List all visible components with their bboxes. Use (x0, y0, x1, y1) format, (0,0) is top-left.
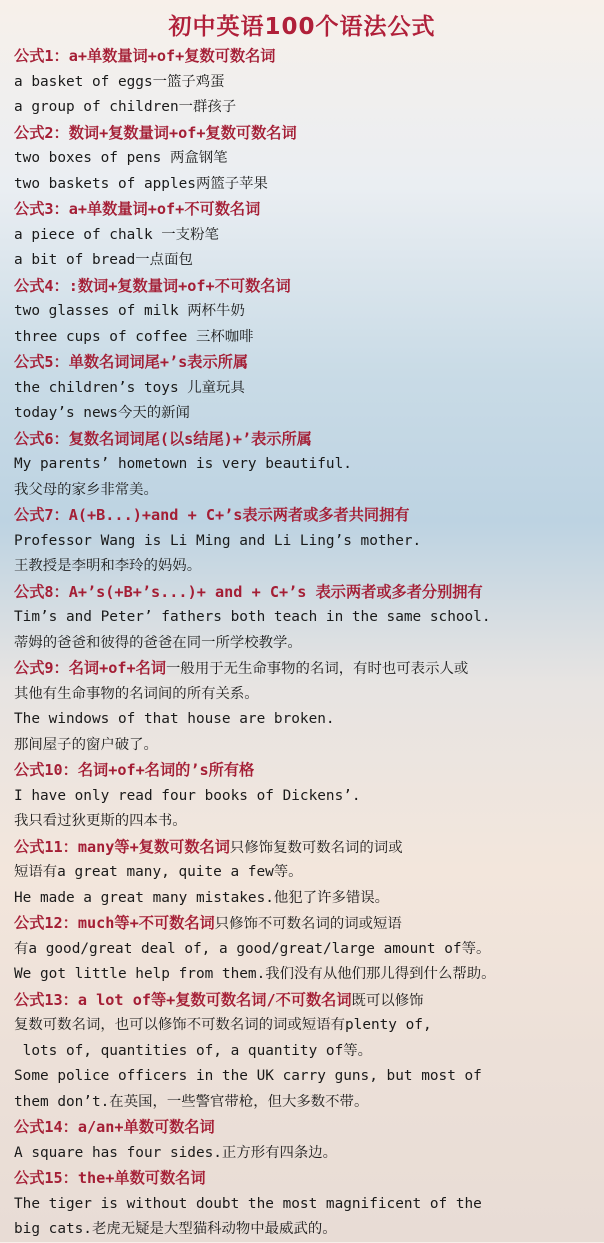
example-line: Tim’s and Peter’ fathers both teach in the same school. (14, 609, 491, 625)
formula-description: 一般用于无生命事物的名词，有时也可表示人或 (166, 661, 469, 677)
formula-heading: 公式13：a lot of等+复数可数名词/不可数名词 (14, 990, 352, 1009)
formula-heading: 公式14：a/an+单数可数名词 (14, 1118, 215, 1136)
example-line: the children’s toys 儿童玩具 (14, 379, 245, 396)
example-line: 复数可数名词，也可以修饰不可数名词的词或短语有plenty of, (14, 1017, 432, 1033)
example-line: 有a good/great deal of, a good/great/large amount of等。 (14, 940, 491, 957)
formula-heading: 公式3：a+单数量词+of+不可数名词 (14, 200, 261, 218)
example-line: a basket of eggs一篮子鸡蛋 (14, 73, 225, 90)
example-line: 那间屋子的窗户破了。 (14, 736, 158, 753)
example-line: 我只看过狄更斯的四本书。 (14, 813, 187, 829)
formula-heading: 公式6：复数名词词尾(以s结尾)+’表示所属 (14, 429, 312, 448)
example-line: two boxes of pens 两盒钢笔 (14, 150, 228, 166)
formula-list (14, 44, 600, 1243)
formula-heading: 公式12：much等+不可数名词 (14, 914, 215, 932)
example-line: 短语有a great many, quite a few等。 (14, 864, 303, 880)
example-line: My parents’ hometown is very beautiful. (14, 456, 352, 472)
formula-heading: 公式2：数词+复数量词+of+复数可数名词 (14, 123, 297, 142)
example-line: The tiger is without doubt the most magnificent of the (14, 1195, 482, 1212)
example-line: 蒂姆的爸爸和彼得的爸爸在同一所学校教学。 (14, 634, 302, 651)
example-line: a group of children一群孩子 (14, 99, 237, 115)
example-line: two glasses of milk 两杯牛奶 (14, 303, 245, 319)
formula-heading: 公式10：名词+of+名词的’s所有格 (14, 761, 255, 779)
formula-heading-line (14, 988, 600, 1014)
example-line: 我父母的家乡非常美。 (14, 481, 158, 498)
formula-description: 只修饰不可数名词的词或短语 (214, 916, 402, 932)
example-line: a piece of chalk 一支粉笔 (14, 226, 219, 243)
example-line: 其他有生命事物的名词间的所有关系。 (14, 685, 259, 702)
example-line: big cats.老虎无疑是大型猫科动物中最威武的。 (14, 1221, 337, 1237)
example-line: Professor Wang is Li Ming and Li Ling’s mother. (14, 532, 422, 549)
example-line: a bit of bread一点面包 (14, 252, 193, 268)
example-line: them don’t.在英国，一些警官带枪，但大多数不带。 (14, 1093, 369, 1110)
example-line: We got little help from them.我们没有从他们那儿得到什么帮助。 (14, 966, 496, 982)
example-line: The windows of that house are broken. (14, 711, 335, 727)
example-line: He made a great many mistakes.他犯了许多错误。 (14, 889, 390, 906)
formula-heading: 公式5：单数名词词尾+’s表示所属 (14, 353, 249, 371)
formula-heading: 公式9：名词+of+名词 (14, 659, 167, 677)
formula-heading: 公式7：A(+B...)+and + C+’s表示两者或多者共同拥有 (14, 506, 410, 524)
formula-description: 只修饰复数可数名词的词或 (229, 839, 403, 856)
example-line: 王教授是李明和李玲的妈妈。 (14, 558, 202, 574)
example-line: lots of, quantities of, a quantity of等。 (14, 1042, 373, 1059)
example-line: three cups of coffee 三杯咖啡 (14, 328, 254, 345)
formula-heading: 公式8：A+’s(+B+’s...)+ and + C+’s 表示两者或多者分别拥有 (14, 582, 483, 601)
example-line: today’s news今天的新闻 (14, 405, 190, 421)
formula-heading-line (14, 835, 600, 861)
formula-heading-line (14, 656, 600, 682)
formula-heading: 公式4：:数词+复数量词+of+不可数名词 (14, 276, 291, 295)
formula-heading: 公式15：the+单数可数名词 (14, 1169, 206, 1187)
example-line: two baskets of apples两篮子苹果 (14, 175, 268, 192)
example-line: A square has four sides.正方形有四条边。 (14, 1144, 338, 1161)
formula-description: 既可以修饰 (351, 992, 424, 1009)
formula-heading: 公式11：many等+复数可数名词 (14, 837, 230, 856)
example-line: I have only read four books of Dickens’. (14, 787, 361, 804)
page-title: 初中英语100个语法公式 (168, 14, 436, 40)
formula-heading-line (14, 911, 600, 937)
example-line: Some police officers in the UK carry guns, but most of (14, 1068, 482, 1084)
formula-heading: 公式1：a+单数量词+of+复数可数名词 (14, 47, 276, 65)
